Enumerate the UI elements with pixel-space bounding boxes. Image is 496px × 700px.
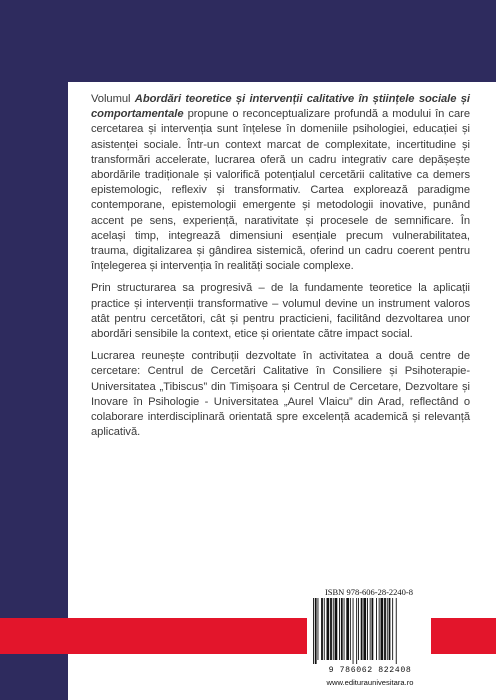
blurb-text [91, 92, 470, 447]
barcode-bar [315, 598, 317, 664]
barcode-bar [313, 598, 314, 664]
barcode-bar [381, 598, 384, 660]
barcode-bar [318, 598, 319, 660]
blurb-paragraph-2: Prin structurarea sa progresivă – de la fundamente teoretice la aplicații practice și intervenții transformative – volumul devine un instrument valoros atât pentru cercetători, cât și pentru practicieni, facilitând dezvoltarea unor abordări sensibile la context, etice și orientate către impact social. [91, 282, 470, 341]
isbn-label: ISBN 978-606-28-2240-8 [324, 587, 414, 597]
blurb-paragraph-3: Lucrarea reunește contribuții dezvoltate în activitatea a două centre de cercetare: Centrul de Cercetări Calitative în Consiliere și Psihoterapie-Universitatea „Tibiscus” din Timișoara și Centrul de Cercetare, Dezvoltare și Inovare în Psihologie - Universitatea „Aurel Vlaicu” din Arad, reflectând o colaborare interdisciplinară orientată spre excelență academică și relevanță aplicativă. [91, 350, 470, 439]
barcode-bar [358, 598, 359, 660]
barcode-bar [389, 598, 391, 660]
barcode-digits: 9 786062 822408 [328, 666, 412, 675]
barcode-bar [376, 598, 377, 660]
barcode-bar [392, 598, 393, 660]
barcode-bar [353, 598, 354, 664]
barcode-bar [344, 598, 345, 660]
blurb-paragraph-1: Volumul Abordări teoretice și intervenții calitative în științele sociale și comportamentale propune o reconceptualizare profundă a modului în care cercetarea și intervenția sunt înțelese în domeniile psihologiei, educației și asistenței sociale. Într-un context marcat de complexitate, incertitudine și transformări accelerate, lucrarea oferă un cadru integrativ care depășește abordările tradiționale și valorifică potențialul cercetării calitative ca demers epistemologic, reflexiv și transformativ. Cartea explorează paradigme contemporane, epistemologii emergente și metodologii inovative, punând accent pe sens, experiență, narativitate și procesele de semnificare. În același timp, integrează dimensiuni esențiale precum vulnerabilitatea, trauma, digitalizarea și gândirea sistemică, oferind un cadru coerent pentru înțelegerea și intervenția în realități sociale complexe. [91, 93, 470, 273]
barcode-image [309, 598, 429, 664]
barcode-bar [339, 598, 340, 660]
barcode-bar [372, 598, 374, 660]
barcode-bar [335, 598, 338, 660]
barcode-bar [384, 598, 386, 660]
barcode-bar [330, 598, 332, 660]
barcode-bar [367, 598, 368, 660]
barcode-bar [350, 598, 351, 660]
barcode-bar [379, 598, 380, 660]
barcode-bar [361, 598, 363, 660]
barcode-bar [321, 598, 323, 660]
barcode-bar [346, 598, 349, 660]
barcode-bar [324, 598, 325, 660]
publisher-url: www.edituraunivesitara.ro [326, 678, 414, 687]
barcode-bar [363, 598, 366, 660]
barcode-bar [387, 598, 388, 660]
barcode-bar [333, 598, 334, 660]
barcode-bar [370, 598, 371, 660]
book-title: Abordări teoretice și intervenții calitative în științele sociale și comportamentale [91, 93, 470, 121]
barcode-bar [327, 598, 330, 660]
barcode-bar [396, 598, 397, 664]
barcode-bar [356, 598, 357, 664]
barcode-bar [341, 598, 343, 660]
